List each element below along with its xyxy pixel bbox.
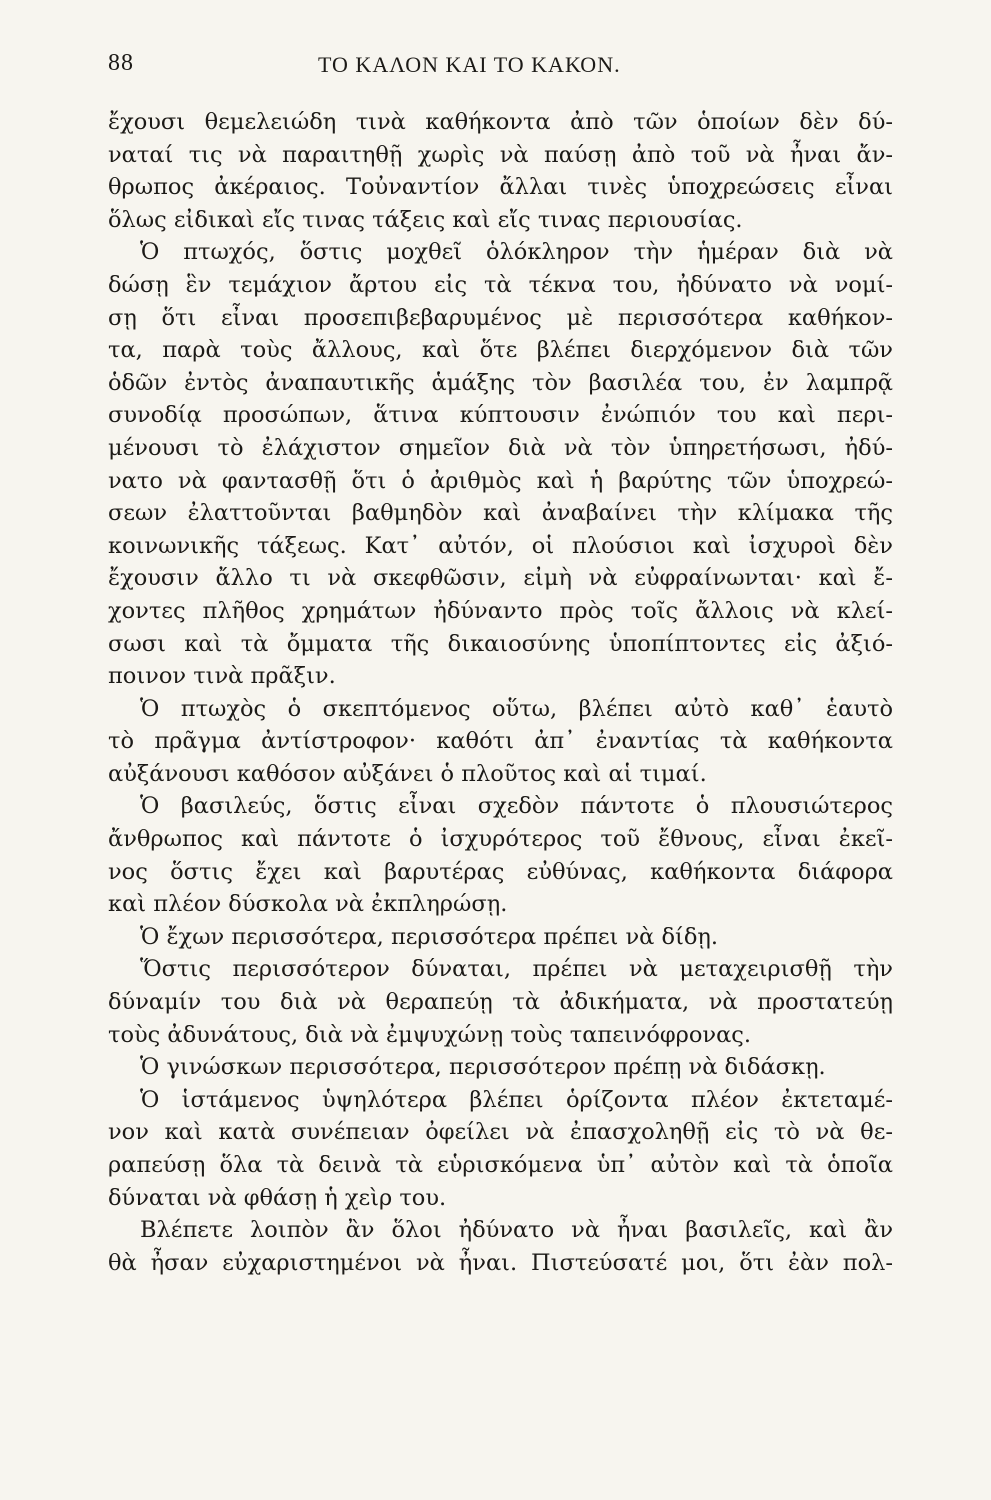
text-line: ἔχουσι θεμελειώδη τινὰ καθήκοντα ἀπὸ τῶν ὁποίων δὲν δύ-	[108, 109, 893, 135]
text-line: τα, παρὰ τοὺς ἄλλους, καὶ ὅτε βλέπει διερχόμενον διὰ τῶν	[108, 337, 893, 364]
text-line: Ὁ ἱστάμενος ὑψηλότερα βλέπει ὁρίζοντα πλέον ἐκτεταμέ-	[140, 1086, 893, 1113]
text-line: Ὁ γινώσκων περισσότερα, περισσότερον πρέπῃ νὰ διδάσκῃ.	[140, 1054, 826, 1081]
text-line: ἔχουσιν ἄλλο τι νὰ σκεφθῶσιν, εἰμὴ νὰ εὐφραίνωνται· καὶ ἔ-	[108, 565, 893, 592]
text-line: καὶ πλέον δύσκολα νὰ ἐκπληρώσῃ.	[108, 891, 508, 918]
text-line: ὅλως εἰδικαὶ εἴς τινας τάξεις καὶ εἴς τινας περιουσίας.	[108, 206, 743, 233]
running-title: ΤΟ ΚΑΛΟΝ ΚΑΙ ΤΟ ΚΑΚΟΝ.	[318, 52, 621, 77]
text-line: Ὅστις περισσότερον δύναται, πρέπει νὰ μεταχειρισθῇ τὴν	[140, 956, 893, 983]
text-line: δύναμίν του διὰ νὰ θεραπεύῃ τὰ ἀδικήματα, νὰ προστατεύῃ	[108, 989, 893, 1016]
text-line: ραπεύσῃ ὅλα τὰ δεινὰ τὰ εὑρισκόμενα ὑπ᾽ αὐτὸν καὶ τὰ ὁποῖα	[108, 1152, 893, 1178]
text-line: ποινον τινὰ πρᾶξιν.	[108, 663, 336, 690]
text-line: δύναται νὰ φθάσῃ ἡ χεὶρ του.	[108, 1184, 447, 1211]
text-line: Ὁ πτωχός, ὅστις μοχθεῖ ὁλόκληρον τὴν ἡμέραν διὰ νὰ	[140, 239, 893, 266]
text-line: σεων ἐλαττοῦνται βαθμηδὸν καὶ ἀναβαίνει τὴν κλίμακα τῆς	[108, 500, 893, 527]
text-line: σῃ ὅτι εἶναι προσεπιβεβαρυμένος μὲ περισσότερα καθήκον-	[108, 304, 893, 331]
text-line: θρωπος ἀκέραιος. Τοὐναντίον ἄλλαι τινὲς ὑποχρεώσεις εἶναι	[108, 174, 893, 201]
text-line: Ὁ ἔχων περισσότερα, περισσότερα πρέπει νὰ δίδῃ.	[140, 923, 719, 950]
text-line: ἄνθρωπος καὶ πάντοτε ὁ ἰσχυρότερος τοῦ ἔθνους, εἶναι ἐκεῖ-	[108, 826, 893, 853]
text-line: μένουσι τὸ ἐλάχιστον σημεῖον διὰ νὰ τὸν ὑπηρετήσωσι, ἠδύ-	[108, 434, 893, 461]
text-line: αὐξάνουσι καθόσον αὐξάνει ὁ πλοῦτος καὶ αἱ τιμαί.	[108, 760, 707, 787]
text-line: ναταί τις νὰ παραιτηθῇ χωρὶς νὰ παύσῃ ἀπὸ τοῦ νὰ ἦναι ἄν-	[108, 141, 893, 168]
text-line: σωσι καὶ τὰ ὄμματα τῆς δικαιοσύνης ὑποπίπτοντες εἰς ἀξιό-	[108, 630, 893, 657]
text-line: Ὁ βασιλεύς, ὅστις εἶναι σχεδὸν πάντοτε ὁ πλουσιώτερος	[140, 793, 893, 820]
text-line: τὸ πρᾶγμα ἀντίστροφον· καθότι ἀπ᾽ ἐναντίας τὰ καθήκοντα	[108, 728, 893, 755]
text-line: συνοδίᾳ προσώπων, ἅτινα κύπτουσιν ἐνώπιόν του καὶ περι-	[108, 402, 893, 429]
text-line: κοινωνικῆς τάξεως. Κατ᾽ αὐτόν, οἱ πλούσιοι καὶ ἰσχυροὶ δὲν	[108, 532, 893, 559]
running-head	[108, 50, 893, 90]
text-line: θὰ ἦσαν εὐχαριστημένοι νὰ ἦναι. Πιστεύσατέ μοι, ὅτι ἐὰν πολ-	[108, 1249, 893, 1276]
text-line: νος ὅστις ἔχει καὶ βαρυτέρας εὐθύνας, καθήκοντα διάφορα	[108, 858, 893, 885]
text-line: νον καὶ κατὰ συνέπειαν ὀφείλει νὰ ἐπασχοληθῇ εἰς τὸ νὰ θε-	[108, 1119, 893, 1146]
text-line: Ὁ πτωχὸς ὁ σκεπτόμενος οὕτω, βλέπει αὐτὸ καθ᾽ ἑαυτὸ	[140, 695, 893, 722]
body-text	[108, 106, 893, 1279]
page-number: 88	[108, 50, 134, 76]
text-line: Βλέπετε λοιπὸν ἂν ὅλοι ἠδύνατο νὰ ἦναι βασιλεῖς, καὶ ἂν	[140, 1217, 893, 1244]
text-line: τοὺς ἀδυνάτους, διὰ νὰ ἐμψυχώνῃ τοὺς ταπεινόφρονας.	[108, 1021, 752, 1048]
text-line: δώσῃ ἓν τεμάχιον ἄρτου εἰς τὰ τέκνα του, ἠδύνατο νὰ νομί-	[108, 271, 893, 298]
text-line: ὁδῶν ἐντὸς ἀναπαυτικῆς ἁμάξης τὸν βασιλέα του, ἐν λαμπρᾷ	[108, 369, 893, 396]
text-line: χοντες πλῆθος χρημάτων ἠδύναντο πρὸς τοῖς ἄλλοις νὰ κλεί-	[108, 597, 893, 624]
text-line: νατο νὰ φαντασθῇ ὅτι ὁ ἀριθμὸς καὶ ἡ βαρύτης τῶν ὑποχρεώ-	[108, 467, 893, 494]
